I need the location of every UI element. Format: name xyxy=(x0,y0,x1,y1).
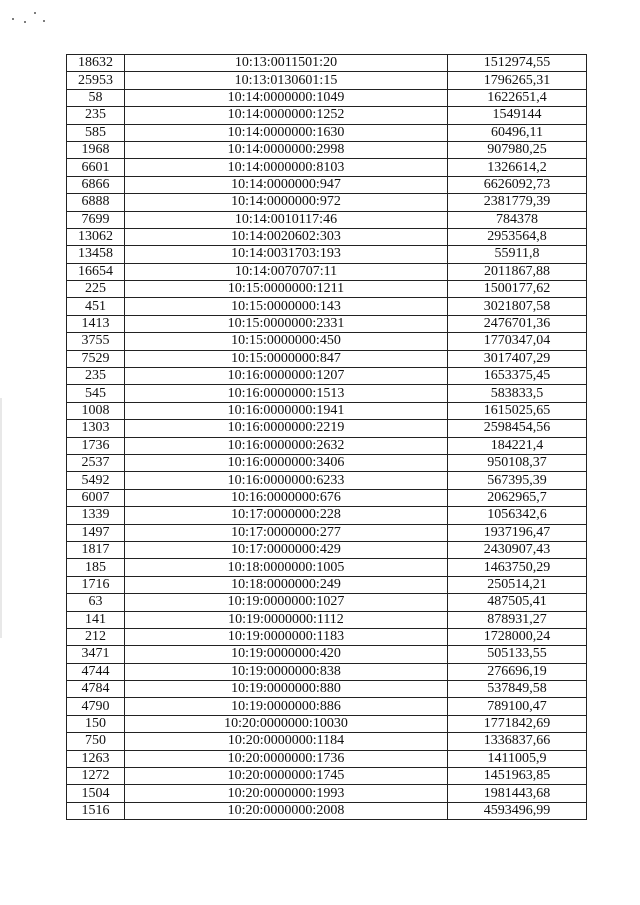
cadastral-value-cell: 950108,37 xyxy=(448,454,587,471)
table-row xyxy=(67,594,587,611)
record-number-cell: 63 xyxy=(67,594,125,611)
cadastral-value-cell: 3017407,29 xyxy=(448,350,587,367)
record-number-cell: 6007 xyxy=(67,489,125,506)
table-row xyxy=(67,802,587,819)
cadastral-number-cell: 10:19:0000000:886 xyxy=(125,698,448,715)
record-number-cell: 4784 xyxy=(67,681,125,698)
scan-speck xyxy=(34,12,36,14)
record-number-cell: 1413 xyxy=(67,315,125,332)
table-row xyxy=(67,350,587,367)
cadastral-number-cell: 10:19:0000000:1112 xyxy=(125,611,448,628)
record-number-cell: 1497 xyxy=(67,524,125,541)
table-body xyxy=(67,55,587,820)
record-number-cell: 1516 xyxy=(67,802,125,819)
table-row xyxy=(67,89,587,106)
record-number-cell: 1504 xyxy=(67,785,125,802)
cadastral-number-cell: 10:18:0000000:249 xyxy=(125,576,448,593)
record-number-cell: 16654 xyxy=(67,263,125,280)
cadastral-value-cell: 2062965,7 xyxy=(448,489,587,506)
cadastral-value-cell: 907980,25 xyxy=(448,141,587,158)
cadastral-number-cell: 10:20:0000000:1184 xyxy=(125,733,448,750)
table-row xyxy=(67,124,587,141)
record-number-cell: 3471 xyxy=(67,646,125,663)
record-number-cell: 225 xyxy=(67,281,125,298)
cadastral-value-cell: 784378 xyxy=(448,211,587,228)
record-number-cell: 2537 xyxy=(67,454,125,471)
cadastral-number-cell: 10:16:0000000:2219 xyxy=(125,420,448,437)
table-row xyxy=(67,176,587,193)
record-number-cell: 6888 xyxy=(67,194,125,211)
cadastral-number-cell: 10:18:0000000:1005 xyxy=(125,559,448,576)
cadastral-value-cell: 4593496,99 xyxy=(448,802,587,819)
record-number-cell: 1817 xyxy=(67,541,125,558)
record-number-cell: 6601 xyxy=(67,159,125,176)
table-row xyxy=(67,228,587,245)
record-number-cell: 18632 xyxy=(67,55,125,72)
table-row xyxy=(67,402,587,419)
cadastral-value-cell: 1728000,24 xyxy=(448,628,587,645)
scan-speck xyxy=(12,18,14,20)
cadastral-number-cell: 10:17:0000000:429 xyxy=(125,541,448,558)
table-row xyxy=(67,263,587,280)
cadastral-number-cell: 10:16:0000000:1207 xyxy=(125,368,448,385)
scan-specks xyxy=(10,8,70,28)
cadastral-number-cell: 10:15:0000000:1211 xyxy=(125,281,448,298)
record-number-cell: 1263 xyxy=(67,750,125,767)
cadastral-number-cell: 10:16:0000000:1941 xyxy=(125,402,448,419)
table-row xyxy=(67,524,587,541)
table-row xyxy=(67,628,587,645)
record-number-cell: 750 xyxy=(67,733,125,750)
table-row xyxy=(67,611,587,628)
cadastral-value-cell: 2953564,8 xyxy=(448,228,587,245)
cadastral-value-cell: 1770347,04 xyxy=(448,333,587,350)
cadastral-number-cell: 10:17:0000000:277 xyxy=(125,524,448,541)
record-number-cell: 1968 xyxy=(67,141,125,158)
cadastral-number-cell: 10:14:0000000:2998 xyxy=(125,141,448,158)
cadastral-number-cell: 10:19:0000000:880 xyxy=(125,681,448,698)
cadastral-number-cell: 10:13:0011501:20 xyxy=(125,55,448,72)
record-number-cell: 13062 xyxy=(67,228,125,245)
cadastral-number-cell: 10:16:0000000:2632 xyxy=(125,437,448,454)
cadastral-value-cell: 2430907,43 xyxy=(448,541,587,558)
record-number-cell: 141 xyxy=(67,611,125,628)
table-row xyxy=(67,785,587,802)
table-row xyxy=(67,72,587,89)
cadastral-value-cell: 55911,8 xyxy=(448,246,587,263)
cadastral-number-cell: 10:14:0000000:947 xyxy=(125,176,448,193)
cadastral-number-cell: 10:20:0000000:2008 xyxy=(125,802,448,819)
cadastral-number-cell: 10:15:0000000:2331 xyxy=(125,315,448,332)
record-number-cell: 150 xyxy=(67,715,125,732)
cadastral-value-cell: 1615025,65 xyxy=(448,402,587,419)
record-number-cell: 58 xyxy=(67,89,125,106)
cadastral-number-cell: 10:16:0000000:3406 xyxy=(125,454,448,471)
table-row xyxy=(67,559,587,576)
cadastral-value-cell: 1653375,45 xyxy=(448,368,587,385)
cadastral-value-cell: 2011867,88 xyxy=(448,263,587,280)
record-number-cell: 7699 xyxy=(67,211,125,228)
table-row xyxy=(67,194,587,211)
table-row xyxy=(67,368,587,385)
scan-speck xyxy=(24,21,26,23)
table-row xyxy=(67,141,587,158)
cadastral-number-cell: 10:14:0000000:8103 xyxy=(125,159,448,176)
table-row xyxy=(67,698,587,715)
cadastral-number-cell: 10:19:0000000:1183 xyxy=(125,628,448,645)
cadastral-number-cell: 10:14:0020602:303 xyxy=(125,228,448,245)
cadastral-number-cell: 10:20:0000000:1993 xyxy=(125,785,448,802)
cadastral-number-cell: 10:14:0000000:972 xyxy=(125,194,448,211)
cadastral-value-cell: 789100,47 xyxy=(448,698,587,715)
table-row xyxy=(67,107,587,124)
record-number-cell: 235 xyxy=(67,107,125,124)
table-row xyxy=(67,733,587,750)
cadastral-value-cell: 1463750,29 xyxy=(448,559,587,576)
cadastral-number-cell: 10:15:0000000:450 xyxy=(125,333,448,350)
cadastral-value-cell: 1512974,55 xyxy=(448,55,587,72)
table-row xyxy=(67,489,587,506)
table-row xyxy=(67,281,587,298)
cadastral-value-cell: 567395,39 xyxy=(448,472,587,489)
cadastral-value-cell: 1056342,6 xyxy=(448,507,587,524)
cadastral-value-cell: 1549144 xyxy=(448,107,587,124)
table-row xyxy=(67,472,587,489)
cadastral-number-cell: 10:20:0000000:1736 xyxy=(125,750,448,767)
cadastral-value-cell: 250514,21 xyxy=(448,576,587,593)
cadastral-number-cell: 10:20:0000000:10030 xyxy=(125,715,448,732)
cadastral-number-cell: 10:14:0070707:11 xyxy=(125,263,448,280)
record-number-cell: 4744 xyxy=(67,663,125,680)
table-row xyxy=(67,768,587,785)
cadastral-value-cell: 487505,41 xyxy=(448,594,587,611)
record-number-cell: 1339 xyxy=(67,507,125,524)
cadastral-value-cell: 1500177,62 xyxy=(448,281,587,298)
record-number-cell: 451 xyxy=(67,298,125,315)
table-row xyxy=(67,159,587,176)
record-number-cell: 212 xyxy=(67,628,125,645)
record-number-cell: 25953 xyxy=(67,72,125,89)
table-row xyxy=(67,437,587,454)
table-row xyxy=(67,576,587,593)
table-row xyxy=(67,298,587,315)
table-row xyxy=(67,246,587,263)
cadastral-number-cell: 10:19:0000000:838 xyxy=(125,663,448,680)
table-row xyxy=(67,541,587,558)
cadastral-value-cell: 1937196,47 xyxy=(448,524,587,541)
record-number-cell: 1272 xyxy=(67,768,125,785)
cadastral-value-cell: 537849,58 xyxy=(448,681,587,698)
table-row xyxy=(67,715,587,732)
cadastral-value-cell: 1451963,85 xyxy=(448,768,587,785)
cadastral-value-cell: 60496,11 xyxy=(448,124,587,141)
table-row xyxy=(67,385,587,402)
record-number-cell: 13458 xyxy=(67,246,125,263)
scan-speck xyxy=(43,20,45,22)
record-number-cell: 1303 xyxy=(67,420,125,437)
cadastral-value-cell: 878931,27 xyxy=(448,611,587,628)
table-row xyxy=(67,454,587,471)
table-row xyxy=(67,211,587,228)
table-row xyxy=(67,55,587,72)
record-number-cell: 6866 xyxy=(67,176,125,193)
cadastral-number-cell: 10:15:0000000:847 xyxy=(125,350,448,367)
cadastral-value-cell: 1336837,66 xyxy=(448,733,587,750)
record-number-cell: 235 xyxy=(67,368,125,385)
cadastral-value-cell: 1796265,31 xyxy=(448,72,587,89)
cadastral-number-cell: 10:14:0031703:193 xyxy=(125,246,448,263)
cadastral-number-cell: 10:15:0000000:143 xyxy=(125,298,448,315)
cadastral-value-cell: 184221,4 xyxy=(448,437,587,454)
cadastral-value-cell: 1326614,2 xyxy=(448,159,587,176)
cadastral-value-cell: 1622651,4 xyxy=(448,89,587,106)
cadastral-number-cell: 10:14:0000000:1049 xyxy=(125,89,448,106)
record-number-cell: 545 xyxy=(67,385,125,402)
cadastral-number-cell: 10:16:0000000:1513 xyxy=(125,385,448,402)
cadastral-value-cell: 2476701,36 xyxy=(448,315,587,332)
cadastral-value-cell: 2381779,39 xyxy=(448,194,587,211)
record-number-cell: 585 xyxy=(67,124,125,141)
scan-edge-mark xyxy=(0,398,2,638)
cadastral-number-cell: 10:13:0130601:15 xyxy=(125,72,448,89)
table-row xyxy=(67,681,587,698)
cadastral-number-cell: 10:20:0000000:1745 xyxy=(125,768,448,785)
cadastral-number-cell: 10:19:0000000:420 xyxy=(125,646,448,663)
cadastral-number-cell: 10:19:0000000:1027 xyxy=(125,594,448,611)
record-number-cell: 3755 xyxy=(67,333,125,350)
table-row xyxy=(67,507,587,524)
cadastral-value-cell: 583833,5 xyxy=(448,385,587,402)
record-number-cell: 1716 xyxy=(67,576,125,593)
table-row xyxy=(67,663,587,680)
parcel-value-table xyxy=(66,54,587,820)
table-row xyxy=(67,750,587,767)
table-row xyxy=(67,333,587,350)
record-number-cell: 4790 xyxy=(67,698,125,715)
cadastral-value-cell: 6626092,73 xyxy=(448,176,587,193)
cadastral-number-cell: 10:14:0000000:1630 xyxy=(125,124,448,141)
record-number-cell: 185 xyxy=(67,559,125,576)
cadastral-value-cell: 2598454,56 xyxy=(448,420,587,437)
cadastral-number-cell: 10:16:0000000:676 xyxy=(125,489,448,506)
record-number-cell: 7529 xyxy=(67,350,125,367)
cadastral-value-cell: 3021807,58 xyxy=(448,298,587,315)
cadastral-number-cell: 10:17:0000000:228 xyxy=(125,507,448,524)
cadastral-number-cell: 10:16:0000000:6233 xyxy=(125,472,448,489)
record-number-cell: 1008 xyxy=(67,402,125,419)
cadastral-number-cell: 10:14:0010117:46 xyxy=(125,211,448,228)
record-number-cell: 5492 xyxy=(67,472,125,489)
cadastral-value-cell: 505133,55 xyxy=(448,646,587,663)
record-number-cell: 1736 xyxy=(67,437,125,454)
table-row xyxy=(67,315,587,332)
cadastral-number-cell: 10:14:0000000:1252 xyxy=(125,107,448,124)
table-row xyxy=(67,646,587,663)
cadastral-value-cell: 276696,19 xyxy=(448,663,587,680)
cadastral-value-cell: 1981443,68 xyxy=(448,785,587,802)
cadastral-value-cell: 1411005,9 xyxy=(448,750,587,767)
table-row xyxy=(67,420,587,437)
cadastral-value-cell: 1771842,69 xyxy=(448,715,587,732)
